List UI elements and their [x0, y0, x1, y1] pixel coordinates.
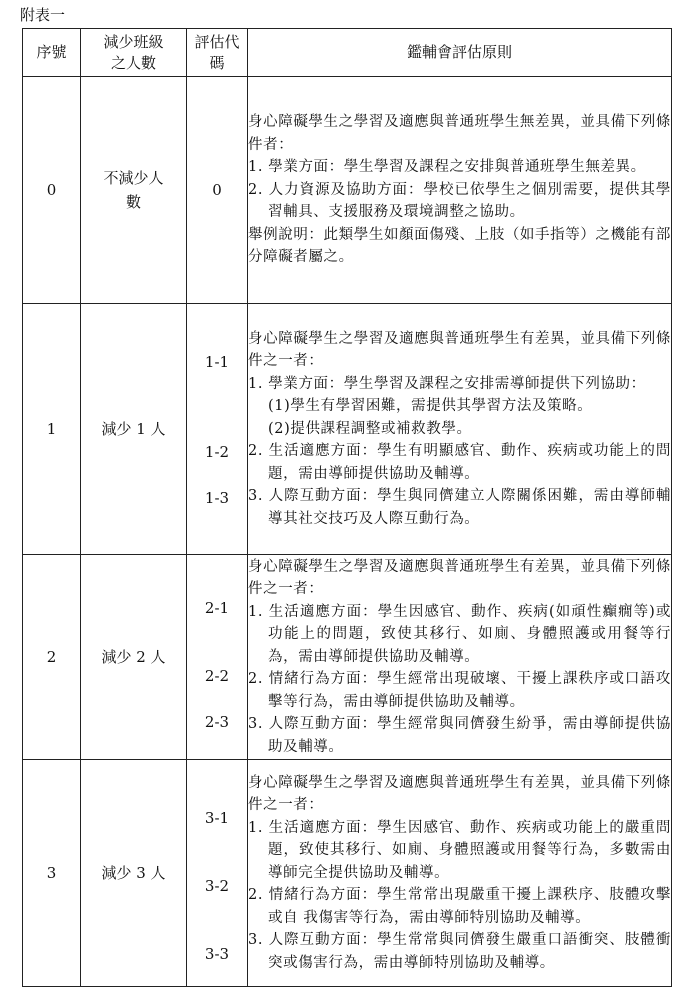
- code-cell: [187, 760, 248, 987]
- principle-cell: 身心障礙學生之學習及適應與普通班學生有差異，並具備下列條件之一者： 1. 生活適應方面：學生因感官、動作、疾病(如頑性癲癇等)或功能上的問題，致使其移行、如廁、身體照護或用餐等行為，需由導師提供協助及輔導。 2. 情緒行為方面：學生經常出現破壞、干擾上課秩序或口語攻擊等行為，需由導師提供協助及輔導。 3. 人際互動方面：學生經常與同儕發生紛爭，需由導師提供協助及輔導。: [248, 555, 672, 760]
- code-label: 1-2: [204, 443, 230, 461]
- table-row: [23, 555, 672, 760]
- header-row: [23, 29, 672, 77]
- principle-cell: 身心障礙學生之學習及適應與普通班學生無差異，並具備下列條件者： 1. 學業方面：學生學習及課程之安排與普通班學生無差異。 2. 人力資源及協助方面：學校已依學生之個別需要，提供其學習輔具、支援服務及環境調整之協助。 舉例說明：此類學生如顏面傷殘、上肢（如手指等）之機能有部分障礙者屬之。: [248, 77, 672, 304]
- principle-cell: 身心障礙學生之學習及適應與普通班學生有差異，並具備下列條件之一者： 1. 生活適應方面：學生因感官、動作、疾病或功能上的嚴重問題，致使其移行、如廁、身體照護或用餐等行為，多數需由導師完全提供協助及輔導。 2. 情緒行為方面：學生常常出現嚴重干擾上課秩序、肢體攻擊或自 我傷害等行為，需由導師特別協助及輔導。 3. 人際互動方面：學生常常與同儕發生嚴重口語衝突、肢體衝突或傷害行為，需由導師特別協助及輔導。: [248, 760, 672, 987]
- header-seq: 序號: [23, 29, 81, 77]
- seq-cell: 3: [23, 760, 81, 987]
- header-reduce: 減少班級 之人數: [81, 29, 187, 77]
- table-row: [23, 760, 672, 987]
- code-label: 1-3: [204, 489, 230, 507]
- table-row: [23, 77, 672, 304]
- code-label: 1-1: [204, 353, 230, 371]
- header-code: 評估代 碼: [187, 29, 248, 77]
- code-label: 2-2: [204, 667, 230, 685]
- header-principle: 鑑輔會評估原則: [248, 29, 672, 77]
- assessment-table: [22, 28, 672, 987]
- code-label: 2-3: [204, 713, 230, 731]
- table-row: [23, 304, 672, 555]
- code-label: 2-1: [204, 599, 230, 617]
- reduce-cell: 減少 3 人: [81, 760, 187, 987]
- reduce-cell: 減少 2 人: [81, 555, 187, 760]
- code-label: 3-1: [204, 809, 230, 827]
- table-caption: 附表一: [20, 6, 66, 24]
- reduce-cell: 減少 1 人: [81, 304, 187, 555]
- seq-cell: 0: [23, 77, 81, 304]
- principle-cell: 身心障礙學生之學習及適應與普通班學生有差異，並具備下列條件之一者： 1. 學業方面：學生學習及課程之安排需導師提供下列協助： (1)學生有學習困難，需提供其學習方法及策略。 (2)提供課程調整或補救教學。 2. 生活適應方面：學生有明顯感官、動作、疾病或功能上的問題，需由導師提供協助及輔導。 3. 人際互動方面：學生與同儕建立人際關係困難，需由導師輔導其社交技巧及人際互動行為。: [248, 304, 672, 555]
- code-cell: [187, 555, 248, 760]
- reduce-cell: 不減少人 數: [81, 77, 187, 304]
- seq-cell: 2: [23, 555, 81, 760]
- code-cell: [187, 304, 248, 555]
- code-cell: 0: [187, 77, 248, 304]
- seq-cell: 1: [23, 304, 81, 555]
- code-label: 3-2: [204, 877, 230, 895]
- code-label: 3-3: [204, 945, 230, 963]
